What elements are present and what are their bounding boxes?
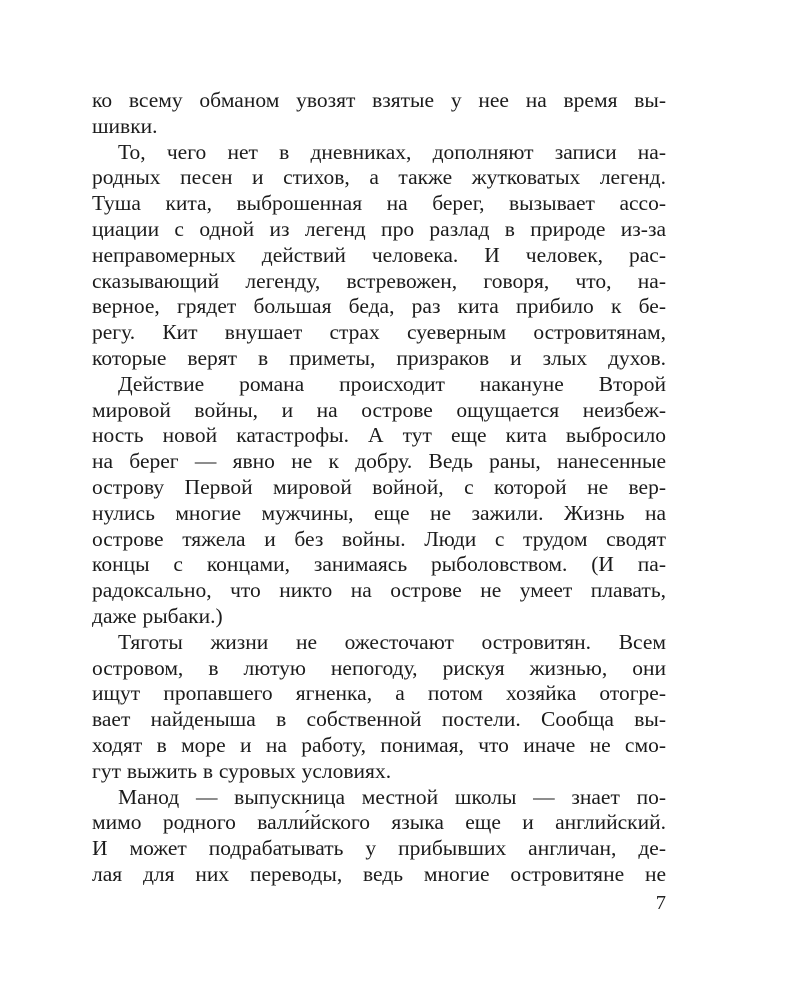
text-line: Действие романа происходит накануне Второй bbox=[118, 371, 666, 396]
text-line: Тяготы жизни не ожесточают островитян. Всем bbox=[118, 629, 666, 654]
text-line: даже рыбаки.) bbox=[92, 603, 223, 628]
text-line: ходят в море и на работу, понимая, что иначе не смо- bbox=[92, 732, 666, 757]
text-line: сказывающий легенду, встревожен, говоря, что, на- bbox=[92, 268, 666, 293]
paragraph bbox=[92, 372, 666, 630]
text-line: островом, в лютую непогоду, рискуя жизнью, они bbox=[92, 655, 666, 680]
text-line: ко всему обманом увозят взятые у нее на время вы- bbox=[92, 88, 666, 112]
page-text-block bbox=[92, 88, 666, 888]
text-line: ищут пропавшего ягненка, а потом хозяйка отогре- bbox=[92, 681, 666, 706]
text-line: То, чего нет в дневниках, дополняют записи на- bbox=[118, 139, 666, 164]
text-line: верное, грядет большая беда, раз кита прибило к бе- bbox=[92, 294, 666, 319]
text-line: нулись многие мужчины, еще не зажили. Жизнь на bbox=[92, 500, 666, 525]
text-line: гут выжить в суровых условиях. bbox=[92, 758, 392, 783]
text-line: шивки. bbox=[92, 113, 158, 138]
paragraph bbox=[92, 785, 666, 888]
text-line: неправомерных действий человека. И человек, рас- bbox=[92, 242, 666, 267]
text-line: мировой войны, и на острове ощущается неизбеж- bbox=[92, 397, 666, 422]
text-line: острову Первой мировой войной, с которой не вер- bbox=[92, 474, 666, 499]
text-line: вает найденыша в собственной постели. Сообща вы- bbox=[92, 707, 666, 732]
text-line: ность новой катастрофы. А тут еще кита выбросило bbox=[92, 423, 666, 448]
text-line: на берег — явно не к добру. Ведь раны, нанесенные bbox=[92, 449, 666, 474]
text-line: родных песен и стихов, а также жутковатых легенд. bbox=[92, 165, 666, 190]
text-line: Туша кита, выброшенная на берег, вызывает ассо- bbox=[92, 191, 666, 216]
paragraph bbox=[92, 88, 666, 140]
text-line: регу. Кит внушает страх суеверным островитянам, bbox=[92, 320, 666, 345]
text-line: Манод — выпускница местной школы — знает по- bbox=[118, 784, 666, 809]
paragraph bbox=[92, 140, 666, 372]
paragraph bbox=[92, 630, 666, 785]
text-line: концы с концами, занимаясь рыболовством. (И па- bbox=[92, 552, 666, 577]
text-line: лая для них переводы, ведь многие островитяне не bbox=[92, 861, 666, 886]
text-line: циации с одной из легенд про разлад в природе из-за bbox=[92, 216, 666, 241]
text-line: И может подрабатывать у прибывших англичан, де- bbox=[92, 836, 666, 861]
text-line: мимо родного валли́йского языка еще и английский. bbox=[92, 810, 666, 835]
text-line: радоксально, что никто на острове не умеет плавать, bbox=[92, 578, 666, 603]
text-line: острове тяжела и без войны. Люди с трудом сводят bbox=[92, 526, 666, 551]
text-line: которые верят в приметы, призраков и злых духов. bbox=[92, 345, 666, 370]
page-number: 7 bbox=[655, 892, 666, 914]
